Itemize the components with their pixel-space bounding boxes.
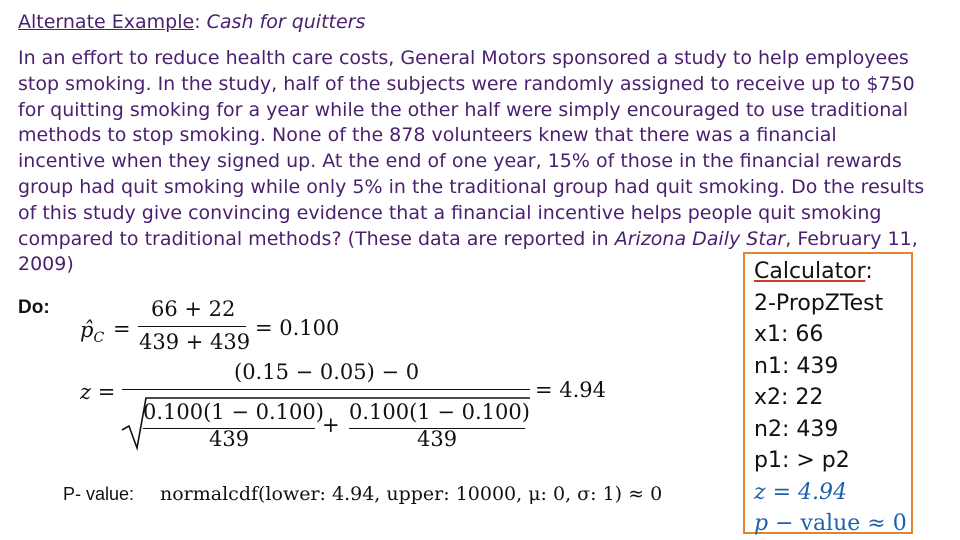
- citation-source: Arizona Daily Star: [614, 227, 786, 250]
- do-label: Do:: [18, 297, 50, 318]
- calculator-alternative: p1: > p2: [754, 448, 850, 473]
- paragraph-line: of this study give convincing evidence that a financial incentive helps people quit smoking: [18, 201, 882, 224]
- calculator-x1: x1: 66: [754, 322, 824, 347]
- z-fraction-bar: [122, 389, 530, 390]
- paragraph-line: [18, 227, 946, 253]
- problem-paragraph: [18, 46, 946, 278]
- paragraph-line: group had quit smoking while only 5% in the traditional group had quit smoking. Do the results: [18, 175, 925, 198]
- pooled-fraction-bar: [138, 326, 246, 327]
- calculator-p-result: [754, 508, 911, 540]
- pvalue-expression: normalcdf(lower: 4.94, upper: 10000, μ: 0, σ: 1) ≈ 0: [160, 483, 663, 505]
- pooled-result: = 0.100: [255, 316, 340, 340]
- calculator-p-variable: p: [754, 511, 769, 536]
- example-heading: [18, 10, 365, 34]
- paragraph-line: methods to stop smoking. None of the 878 volunteers knew that there was a financial: [18, 124, 837, 147]
- paragraph-line: for quitting smoking for a year while the other half were simply encouraged to use traditional: [18, 98, 909, 121]
- z-plus: +: [322, 413, 340, 437]
- pooled-equals: =: [113, 317, 131, 341]
- calculator-title-row: [754, 256, 911, 288]
- calculator-z-result: z = 4.94: [754, 479, 847, 505]
- calculator-title: Calculator: [754, 259, 866, 284]
- calculator-p-value-text: − value ≈ 0: [768, 511, 907, 536]
- pooled-p-symbol: $p̂_C$: [80, 318, 105, 347]
- paragraph-line: stop smoking. In the study, half of the subjects were randomly assigned to receive up to $750: [18, 72, 915, 95]
- pvalue-label: P- value:: [63, 484, 135, 504]
- calculator-x2: x2: 22: [754, 385, 824, 410]
- z-term2-denominator: 439: [417, 427, 458, 451]
- calculator-n2: n2: 439: [754, 416, 839, 442]
- z-numerator: (0.15 − 0.05) − 0: [234, 360, 420, 384]
- pooled-numerator: 66 + 22: [151, 297, 236, 321]
- z-term1-denominator: 439: [209, 427, 250, 451]
- calculator-function: 2-PropZTest: [754, 290, 884, 316]
- z-term1-numerator: 0.100(1 − 0.100): [143, 400, 324, 424]
- heading-colon: :: [194, 11, 201, 33]
- pooled-p-subscript: C: [93, 330, 105, 347]
- paragraph-line: incentive when they signed up. At the end of one year, 15% of those in the financial rewards: [18, 150, 902, 173]
- citation-date: , February 11,: [785, 227, 918, 250]
- calculator-box: [743, 252, 913, 534]
- z-result: = 4.94: [535, 378, 607, 402]
- calculator-n1: n1: 439: [754, 353, 839, 379]
- z-symbol: z =: [80, 380, 116, 404]
- example-subtitle: Cash for quitters: [206, 11, 366, 33]
- citation-prefix: compared to traditional methods? (These data are reported in: [18, 227, 615, 250]
- pooled-denominator: 439 + 439: [139, 330, 251, 354]
- z-term2-numerator: 0.100(1 − 0.100): [349, 400, 530, 424]
- paragraph-line: 2009): [18, 253, 74, 276]
- calculator-title-colon: :: [865, 259, 873, 284]
- example-label: Alternate Example: [18, 11, 195, 33]
- paragraph-line: In an effort to reduce health care costs, General Motors sponsored a study to help employees: [18, 47, 909, 69]
